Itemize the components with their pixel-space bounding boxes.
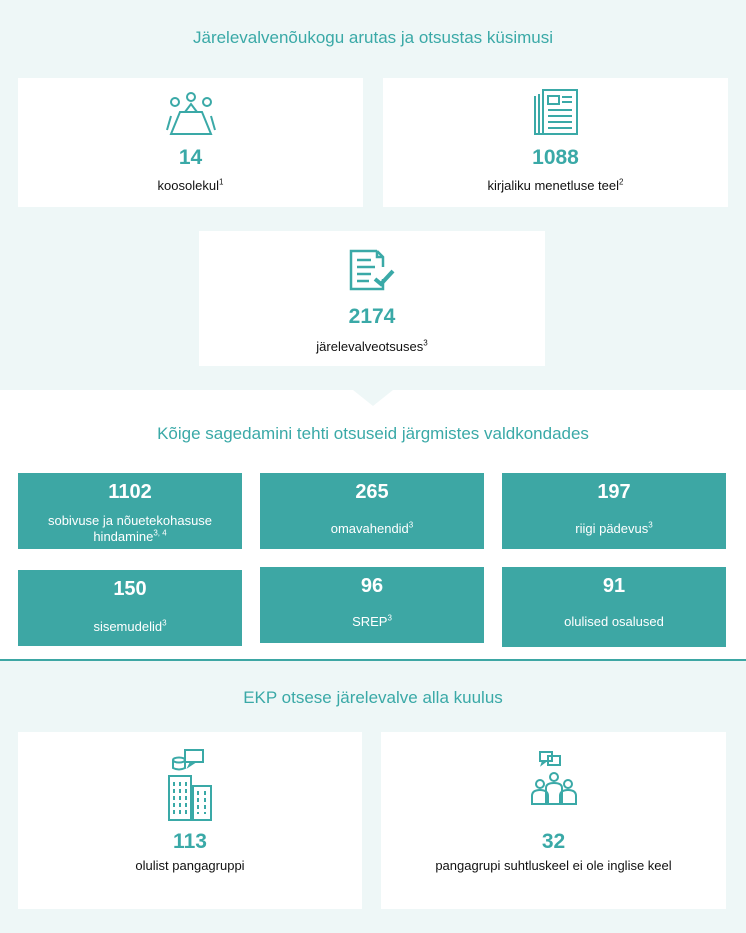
decisions-card bbox=[199, 231, 545, 366]
meetings-label: koosolekul$^1$ bbox=[157, 177, 224, 193]
tile-label: riigi pädevus$^3$ bbox=[575, 520, 653, 536]
area-tile-srep bbox=[260, 567, 484, 643]
banking-groups-count: 113 bbox=[173, 830, 207, 853]
written-procedure-count: 1088 bbox=[532, 146, 579, 169]
people-chat-icon bbox=[528, 750, 580, 811]
meetings-card bbox=[18, 78, 363, 207]
tile-value: 1102 bbox=[108, 481, 152, 503]
tile-value: 91 bbox=[602, 575, 626, 597]
bank-buildings-icon bbox=[165, 748, 215, 827]
section-3-title: EKP otsese järelevalve alla kuulus bbox=[243, 688, 503, 707]
banking-groups-card bbox=[18, 732, 362, 909]
meetings-count: 14 bbox=[178, 146, 203, 169]
tile-value: 96 bbox=[360, 575, 384, 597]
meeting-table-icon bbox=[165, 90, 217, 141]
tile-value: 197 bbox=[597, 481, 631, 503]
tile-label: olulised osalused bbox=[564, 614, 664, 629]
banking-groups-label: olulist pangagruppi bbox=[135, 858, 245, 873]
section-1-title: Järelevalvenõukogu arutas ja otsustas küsimusi bbox=[192, 28, 554, 47]
document-check-icon bbox=[347, 247, 397, 298]
area-tile-qualifying-holdings bbox=[502, 567, 726, 647]
language-count: 32 bbox=[541, 830, 566, 853]
area-tile-fit-and-proper bbox=[18, 473, 242, 549]
written-procedure-card bbox=[383, 78, 728, 207]
tile-label: omavahendid$^3$ bbox=[330, 520, 414, 536]
section-2-title: Kõige sagedamini tehti otsuseid järgmistes valdkondades bbox=[157, 424, 589, 443]
tile-label: sisemudelid$^3$ bbox=[93, 618, 167, 634]
decisions-label: järelevalveotsuses$^3$ bbox=[316, 338, 428, 354]
tile-label: sobivuse ja nõuetekohasuse hindamine$^{3, 4}$ bbox=[47, 513, 213, 544]
area-tile-internal-models bbox=[18, 570, 242, 646]
section-1-pointer bbox=[353, 390, 393, 406]
language-label: pangagrupi suhtluskeel ei ole inglise keel bbox=[435, 858, 672, 873]
document-stack-icon bbox=[531, 88, 581, 141]
decisions-count: 2174 bbox=[348, 305, 396, 328]
language-card bbox=[381, 732, 726, 909]
written-procedure-label: kirjaliku menetluse teel$^2$ bbox=[487, 177, 624, 193]
tile-value: 265 bbox=[355, 481, 389, 503]
tile-value: 150 bbox=[113, 578, 147, 600]
tile-label: SREP$^3$ bbox=[352, 613, 392, 629]
area-tile-own-funds bbox=[260, 473, 484, 549]
area-tile-national-powers bbox=[502, 473, 726, 549]
